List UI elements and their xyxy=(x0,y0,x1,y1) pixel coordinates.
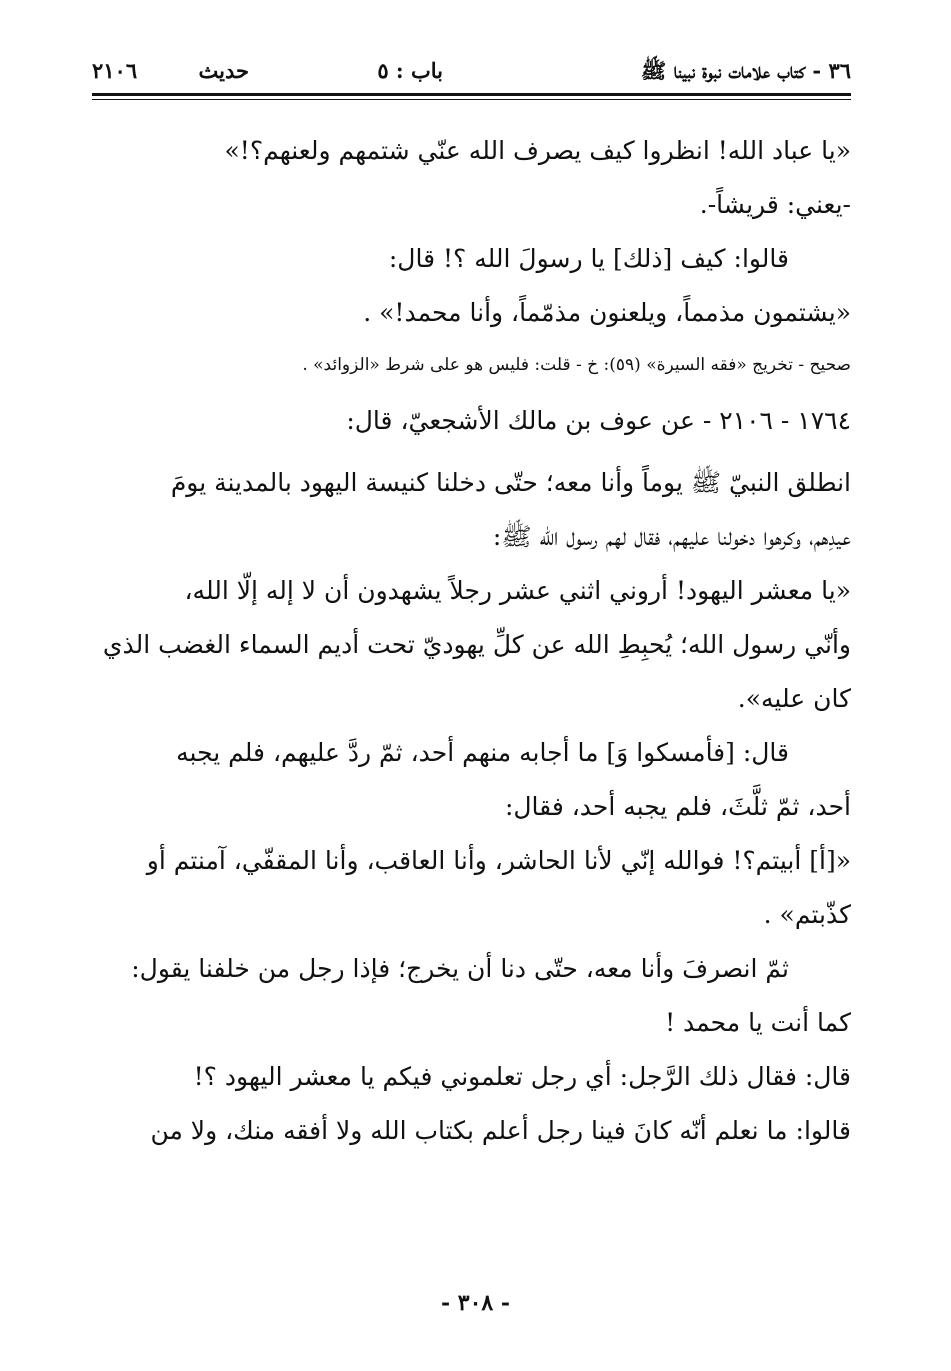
text-line: وأنّي رسول الله؛ يُحبِطِ الله عن كلِّ يهوديّ تحت أديم السماء الغضب الذي xyxy=(102,630,851,659)
hadith-heading: ١٧٦٤ - ٢١٠٦ - عن عوف بن مالك الأشجعيّ، قال: xyxy=(346,406,851,435)
text-line: «[أ] أبيتم؟! فوالله إنّي لأنا الحاشر، وأنا العاقب، وأنا المقفّي، آمنتم أو xyxy=(146,846,851,875)
body-text xyxy=(90,124,851,1158)
running-header xyxy=(92,56,851,90)
text-line: «يا معشر اليهود! أروني اثني عشر رجلاً يشهدون أن لا إله إلّا الله، xyxy=(184,576,851,605)
text-line: كما أنت يا محمد ! xyxy=(665,1008,851,1037)
text-line: عيدِهم، وكرهوا دخولنا عليهم، فقال لهم رسول الله ﷺ: xyxy=(492,522,851,551)
text-line: قالوا: ما نعلم أنّه كانَ فينا رجل أعلم بكتاب الله ولا أفقه منك، ولا من xyxy=(150,1116,851,1145)
text-line: انطلق النبيّ ﷺ يوماً وأنا معه؛ حتّى دخلنا كنيسة اليهود بالمدينة يومَ xyxy=(170,468,851,497)
text-line: كان عليه». xyxy=(737,684,851,713)
hadith-label: حديث xyxy=(198,58,249,83)
text-line: -يعني: قريشاً-. xyxy=(699,190,851,219)
header-rule-thick xyxy=(92,93,851,96)
text-line: قالوا: كيف [ذلك] يا رسولَ الله ؟! قال: xyxy=(388,244,789,273)
text-line: «يا عباد الله! انظروا كيف يصرف الله عنّي شتمهم ولعنهم؟!» xyxy=(224,136,851,165)
page-number: - ٣٠٨ - xyxy=(440,1290,511,1316)
text-line: أحد، ثمّ ثلَّثَ، فلم يجبه أحد، فقال: xyxy=(504,792,851,821)
takhrij-note: صحيح - تخريج «فقه السيرة» (٥٩): خ - قلت: فليس هو على شرط «الزوائد» . xyxy=(302,355,851,375)
chapter-title: ٣٦ - كتاب علامات نبوة نبينا ﷺ xyxy=(640,58,851,83)
text-line: قال: فقال ذلك الرَّجل: أي رجل تعلموني فيكم يا معشر اليهود ؟! xyxy=(193,1062,851,1091)
text-line: ثمّ انصرفَ وأنا معه، حتّى دنا أن يخرج؛ فإذا رجل من خلفنا يقول: xyxy=(131,954,789,983)
text-line: كذّبتم» . xyxy=(763,900,851,929)
header-rule-thin xyxy=(92,99,851,100)
hadith-number: ٢١٠٦ xyxy=(92,58,138,83)
text-line: «يشتمون مذمماً، ويلعنون مذمّماً، وأنا محمد!» . xyxy=(363,298,851,327)
text-line: قال: [فأمسكوا وَ] ما أجابه منهم أحد، ثمّ ردَّ عليهم، فلم يجبه xyxy=(176,738,789,767)
bab-label: باب : ٥ xyxy=(377,58,443,83)
